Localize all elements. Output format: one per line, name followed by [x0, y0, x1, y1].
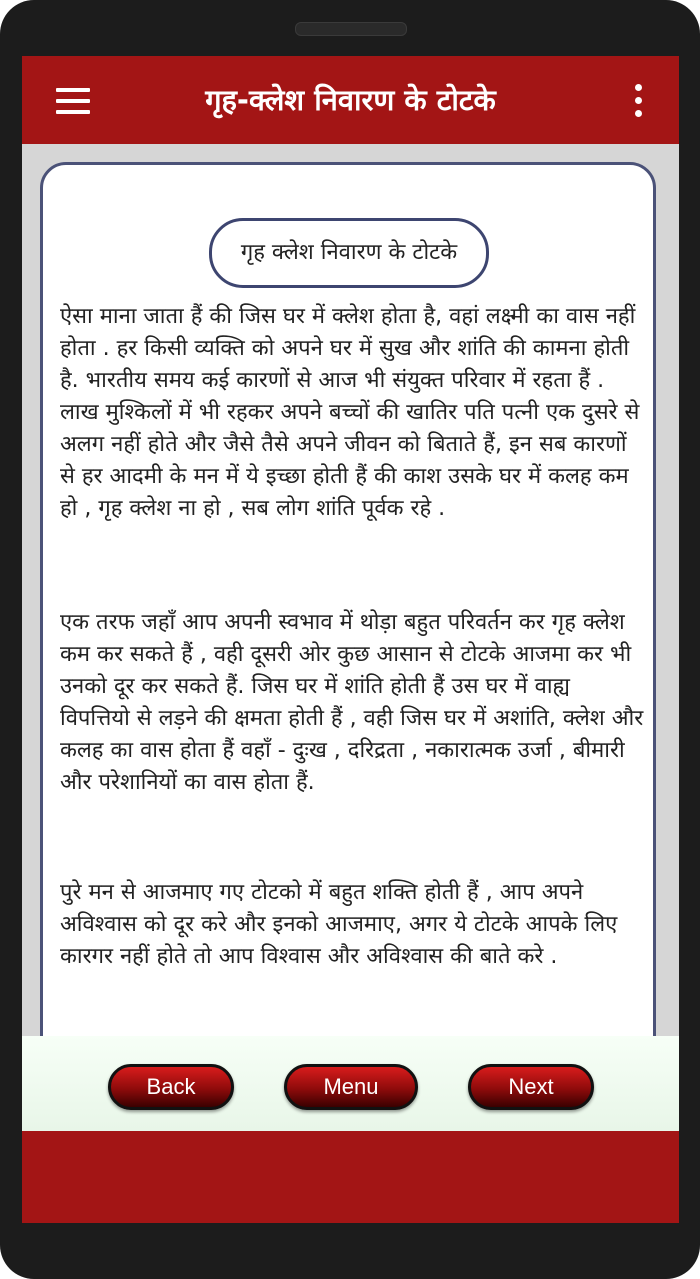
- menu-button[interactable]: Menu: [284, 1064, 418, 1110]
- more-vert-icon[interactable]: [632, 84, 644, 118]
- footer-bar: [22, 1036, 679, 1131]
- phone-speaker: [295, 22, 407, 36]
- app-bar: [22, 56, 679, 144]
- next-button[interactable]: Next: [468, 1064, 594, 1110]
- article-card: [40, 162, 656, 1062]
- app-title: गृह-क्लेश निवारण के टोटके: [205, 83, 496, 117]
- back-button[interactable]: Back: [108, 1064, 234, 1110]
- article-paragraph-3: पुरे मन से आजमाए गए टोटको में बहुत शक्ति होती हैं , आप अपने अविश्वास को दूर करे और इनको आजमाए, अगर ये टोटके आपके लिए कारगर नहीं होते तो आप विश्वास और अविश्वास की बाते करे .: [60, 880, 618, 969]
- article-paragraph-2: एक तरफ जहाँ आप अपनी स्वभाव में थोड़ा बहुत परिवर्तन कर गृह क्लेश कम कर सकते हैं , वही दूसरी ओर कुछ आसान से टोटके आजमा कर भी उनको दूर कर सकते हैं. जिस घर में शांति होती हैं उस घर में वाह्य विपत्तियो से लड़ने की क्षमता होती हैं , वही जिस घर में अशांति, क्लेश और कलह का वास होता हैं वहाँ - दुःख , दरिद्रता , नकारात्मक उर्जा , बीमारी और परेशानियों का वास होता हैं.: [60, 610, 644, 795]
- article-paragraph-1: ऐसा माना जाता हैं की जिस घर में क्लेश होता है, वहां लक्ष्मी का वास नहीं होता . हर किसी व्यक्ति को अपने घर में सुख और शांति की कामना होती है. भारतीय समय कई कारणों से आज भी संयुक्त परिवार में रहता हैं . लाख मुश्किलों में भी रहकर अपने बच्चों की खातिर पति पत्नी एक दुसरे से अलग नहीं होते और जैसे तैसे अपने जीवन को बिताते हैं, इन सब कारणों से हर आदमी के मन में ये इच्छा होती हैं की काश उसके घर में कलह कम हो , गृह क्लेश ना हो , सब लोग शांति पूर्वक रहे .: [60, 304, 640, 521]
- article-heading: गृह क्लेश निवारण के टोटके: [209, 218, 489, 288]
- bottom-banner: [22, 1131, 679, 1223]
- app-screen: [22, 56, 679, 1223]
